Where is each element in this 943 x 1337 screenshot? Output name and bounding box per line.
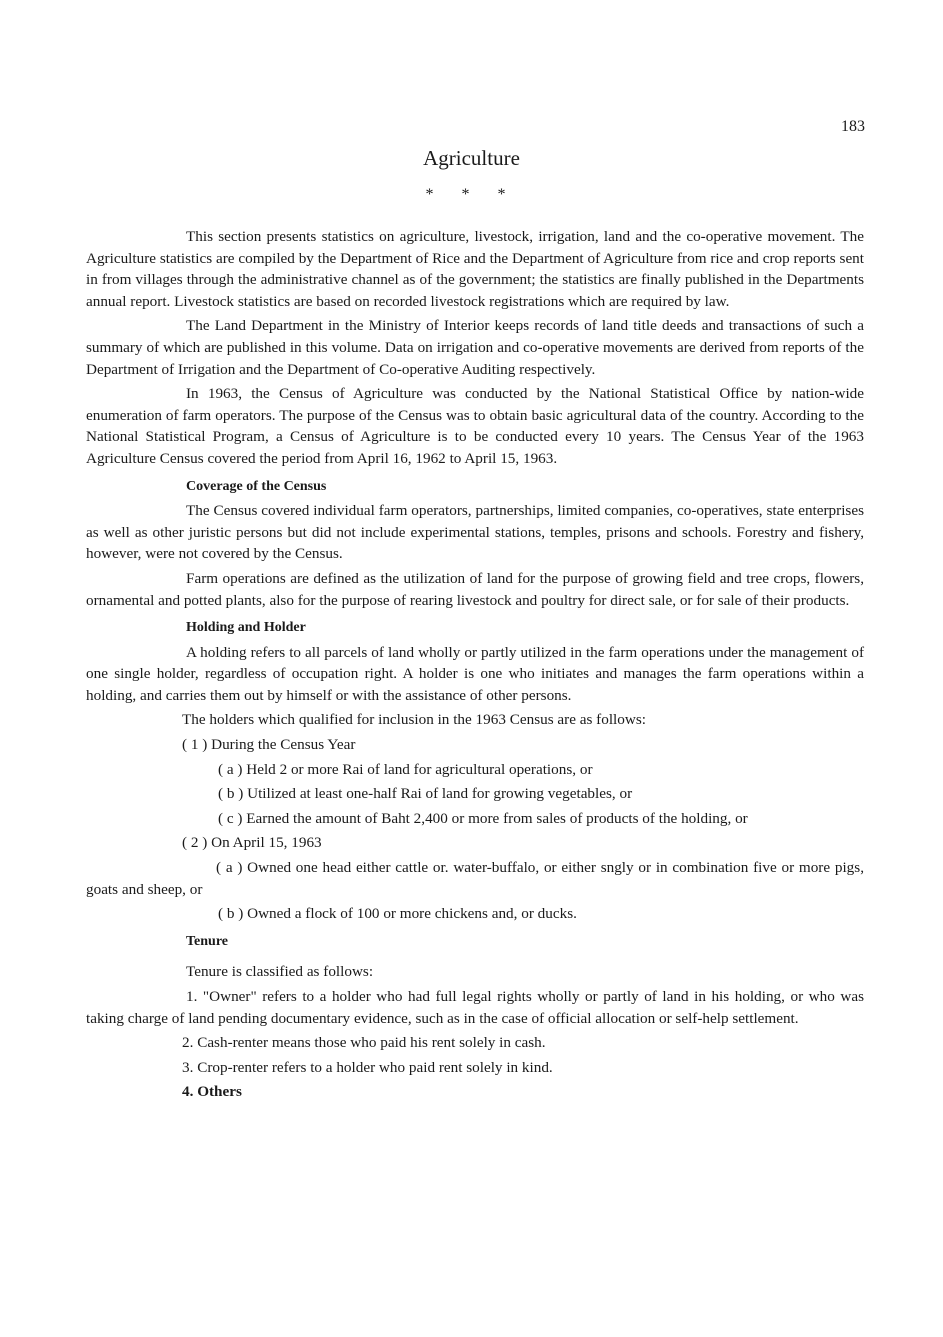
criteria-item-2b: ( b ) Owned a flock of 100 or more chickens and, or ducks. [218,905,577,923]
criteria-item-1a: ( a ) Held 2 or more Rai of land for agricultural operations, or [218,760,593,778]
criteria-item-2: ( 2 ) On April 15, 1963 [182,834,322,852]
page-number: 183 [841,118,865,135]
section-heading-holding: Holding and Holder [186,620,306,636]
criteria-item-1c: ( c ) Earned the amount of Baht 2,400 or more from sales of products of the holding, or [218,809,748,827]
coverage-paragraph-1: The Census covered individual farm operators, partnerships, limited companies, co-operatives, state enterprises as well as other juristic persons but did not include experimental stations, temples, prisons and schools. Forestry and fishery, however, were not covered by the Census. [86,502,864,563]
intro-paragraph-3: In 1963, the Census of Agriculture was conducted by the National Statistical Office by nation-wide enumeration of farm operators. The purpose of the Census was to obtain basic agricultural data of the country. According to the National Statistical Program, a Census of Agriculture is to be conducted every 10 years. The Census Year of the 1963 Agriculture Census covered the period from April 16, 1962 to April 15, 1963. [86,385,864,467]
tenure-item-cash-renter: 2. Cash-renter means those who paid his rent solely in cash. [182,1034,546,1052]
criteria-item-1b: ( b ) Utilized at least one-half Rai of land for growing vegetables, or [218,785,633,803]
tenure-item-crop-renter: 3. Crop-renter refers to a holder who paid rent solely in kind. [182,1058,553,1076]
tenure-intro: Tenure is classified as follows: [186,963,374,981]
title-ornament: * * * [425,186,518,203]
intro-paragraph-1: This section presents statistics on agriculture, livestock, irrigation, land and the co-operative movement. The Agriculture statistics are compiled by the Department of Rice and the Department of Agriculture from rice and crop reports sent in from villages through the administrative channel as of the government; the statistics are finally published in the Departments annual report. Livestock statistics are based on recorded livestock registrations which are required by law. [86,228,864,310]
criteria-item-1: ( 1 ) During the Census Year [182,736,356,754]
page-title: Agriculture [423,146,520,170]
tenure-item-others: 4. Others [182,1083,242,1101]
document-body [86,226,864,1106]
coverage-paragraph-2: Farm operations are defined as the utilization of land for the purpose of growing field and tree crops, flowers, ornamental and potted plants, also for the purpose of rearing livestock and poultry for direct sale, or for sale of their products. [86,569,864,609]
criteria-item-2a: ( a ) Owned one head either cattle or. water-buffalo, or either sngly or in combination five or more pigs, goats and sheep, or [86,859,864,898]
section-heading-tenure: Tenure [186,933,229,949]
intro-paragraph-2: The Land Department in the Ministry of Interior keeps records of land title deeds and transactions of such a summary of which are published in this volume. Data on irrigation and co-operative movements are derived from reports of the Department of Irrigation and the Department of Co-operative Auditing respectively. [86,317,864,378]
holding-paragraph: A holding refers to all parcels of land wholly or partly utilized in the farm operations under the management of one single holder, regardless of occupation right. A holder is one who initiates and manages the farm operations within a holding, and carries them out by himself or with the assistance of other persons. [86,643,864,704]
tenure-item-owner: 1. "Owner" refers to a holder who had full legal rights wholly or partly of land in his holding, or who was taking charge of land pending documentary evidence, such as in the case of official allocation or self-help settlement. [86,988,864,1027]
qualified-intro: The holders which qualified for inclusion in the 1963 Census are as follows: [182,711,646,729]
section-heading-coverage: Coverage of the Census [186,478,327,494]
